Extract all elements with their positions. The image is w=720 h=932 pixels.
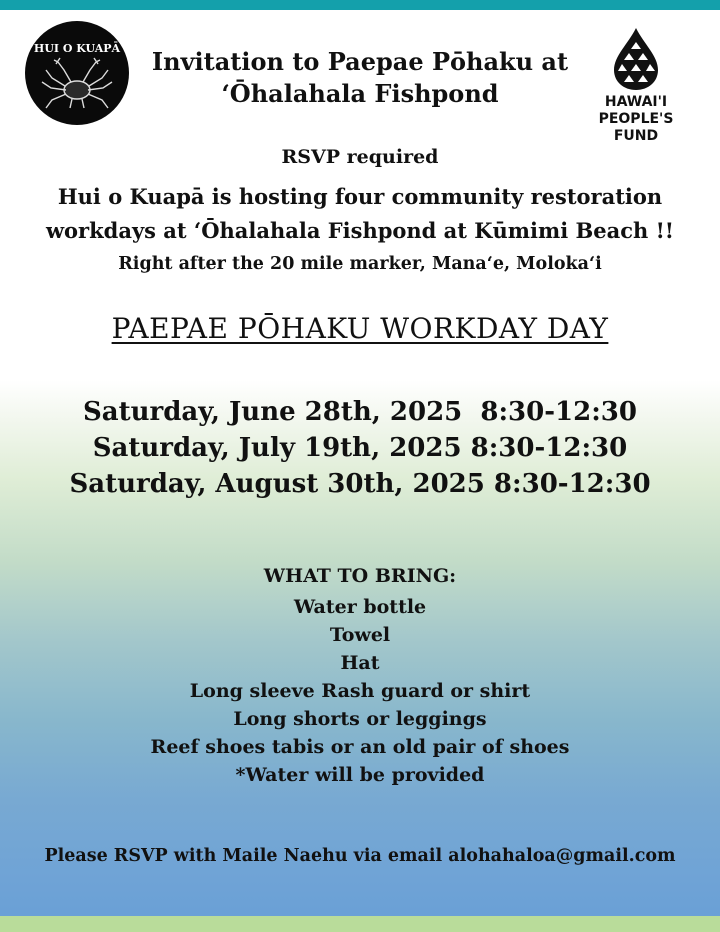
sponsor-line-1: HAWAI'I bbox=[604, 94, 668, 110]
hawaii-peoples-fund-logo bbox=[578, 26, 694, 144]
page-title bbox=[140, 46, 580, 110]
workday-dates bbox=[0, 394, 720, 502]
bring-item: *Water will be provided bbox=[235, 764, 485, 786]
workday-date: Saturday, July 19th, 2025 8:30-12:30 bbox=[92, 433, 628, 463]
sponsor-wordmark bbox=[578, 94, 694, 145]
rsvp-note: RSVP required bbox=[281, 146, 439, 168]
title-line-1: Invitation to Paepae Pōhaku at bbox=[151, 47, 569, 76]
hui-o-kuapa-logo bbox=[24, 20, 130, 126]
bring-item: Hat bbox=[340, 652, 380, 674]
workday-heading: PAEPAE PŌHAKU WORKDAY DAY bbox=[111, 312, 609, 345]
what-to-bring-list bbox=[0, 593, 720, 789]
workday-date: Saturday, August 30th, 2025 8:30-12:30 bbox=[69, 469, 651, 499]
sponsor-line-2: PEOPLE'S FUND bbox=[598, 111, 674, 144]
rsvp-contact: Please RSVP with Maile Naehu via email alohahaloa@gmail.com bbox=[44, 846, 676, 866]
bring-item: Long shorts or leggings bbox=[233, 708, 487, 730]
intro-line-1: Hui o Kuapā is hosting four community restoration bbox=[57, 184, 663, 209]
bring-item: Water bottle bbox=[293, 596, 427, 618]
bottom-accent-bar bbox=[0, 916, 720, 932]
logo-text: HUI O KUAPĀ bbox=[33, 42, 121, 55]
bring-item: Long sleeve Rash guard or shirt bbox=[189, 680, 531, 702]
what-to-bring-heading: WHAT TO BRING: bbox=[263, 565, 457, 587]
intro-text bbox=[20, 180, 700, 248]
bring-item: Towel bbox=[329, 624, 391, 646]
top-accent-bar bbox=[0, 0, 720, 10]
intro-line-2: workdays at ʻŌhalahala Fishpond at Kūmimi Beach !! bbox=[45, 218, 675, 243]
bring-item: Reef shoes tabis or an old pair of shoes bbox=[150, 736, 570, 758]
droplet-icon bbox=[578, 26, 694, 92]
workday-date: Saturday, June 28th, 2025 8:30-12:30 bbox=[83, 397, 637, 427]
location-text: Right after the 20 mile marker, Manaʻe, Molokaʻi bbox=[118, 254, 602, 274]
title-line-2: ʻŌhalahala Fishpond bbox=[221, 79, 499, 108]
